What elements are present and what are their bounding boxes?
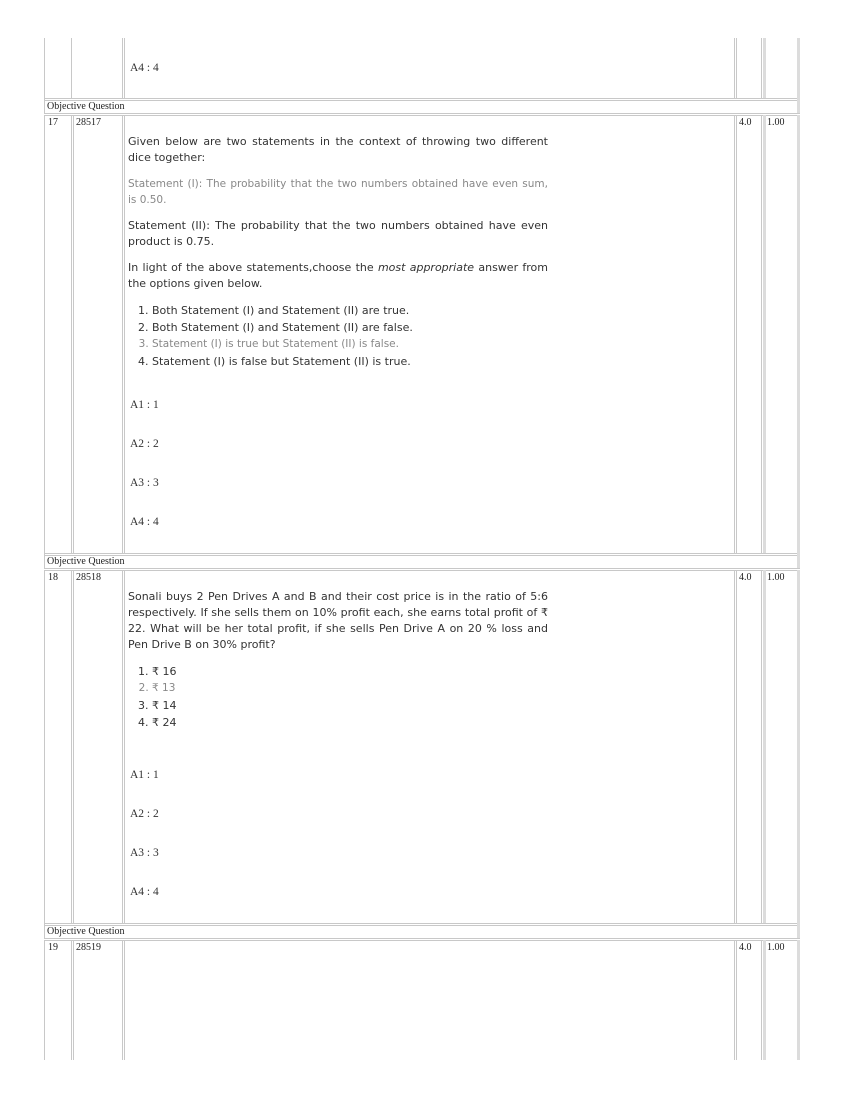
option-item: 4. Statement (I) is false but Statement (II) is true. bbox=[152, 353, 548, 370]
section-label: Objective Question bbox=[47, 926, 125, 937]
table-border bbox=[763, 570, 766, 923]
table-border bbox=[71, 115, 72, 553]
table-border bbox=[122, 570, 123, 923]
answer-key-label: A1 : 1 bbox=[130, 769, 159, 781]
answer-key-label: A4 : 4 bbox=[130, 516, 159, 528]
table-border bbox=[44, 940, 800, 941]
section-label: Objective Question bbox=[47, 556, 125, 567]
instruction-text: In light of the above statements,choose the bbox=[128, 261, 378, 274]
table-border bbox=[761, 570, 762, 923]
table-border bbox=[44, 570, 45, 923]
table-border bbox=[73, 115, 74, 553]
option-item: 4. ₹ 24 bbox=[152, 714, 548, 731]
table-border bbox=[122, 115, 123, 553]
question-id: 28519 bbox=[76, 942, 101, 953]
table-border bbox=[797, 38, 800, 98]
table-border bbox=[761, 38, 762, 98]
question-marks: 4.0 bbox=[739, 572, 752, 583]
answer-key-label: A3 : 3 bbox=[130, 477, 159, 489]
table-border bbox=[761, 115, 762, 553]
negative-marks: 1.00 bbox=[767, 942, 785, 953]
negative-marks: 1.00 bbox=[767, 117, 785, 128]
table-border bbox=[44, 98, 45, 114]
question-number: 17 bbox=[48, 117, 58, 128]
table-border bbox=[124, 38, 125, 98]
table-border bbox=[71, 570, 72, 923]
table-border bbox=[44, 938, 800, 939]
table-border bbox=[797, 98, 800, 114]
section-label: Objective Question bbox=[47, 101, 125, 112]
options-list bbox=[128, 302, 548, 370]
table-border bbox=[763, 38, 766, 98]
table-border bbox=[734, 940, 735, 1060]
table-border bbox=[44, 115, 800, 116]
table-border bbox=[73, 570, 74, 923]
statement-two: Statement (II): The probability that the two numbers obtained have even product is 0.75. bbox=[128, 219, 548, 248]
table-border bbox=[44, 98, 800, 99]
table-border bbox=[44, 113, 800, 114]
table-border bbox=[44, 38, 45, 98]
table-border bbox=[797, 940, 800, 1060]
instruction-text: answer from the options given below. bbox=[128, 261, 548, 290]
answer-key-label: A4 : 4 bbox=[130, 62, 159, 74]
table-border bbox=[797, 553, 800, 569]
answer-key-label: A3 : 3 bbox=[130, 847, 159, 859]
question-body bbox=[128, 589, 548, 731]
answer-key-label: A2 : 2 bbox=[130, 438, 159, 450]
table-border bbox=[44, 925, 800, 926]
table-border bbox=[763, 940, 766, 1060]
statement-one: Statement (I): The probability that the two numbers obtained have even sum, is 0.50. bbox=[128, 178, 548, 206]
table-border bbox=[44, 940, 45, 1060]
table-border bbox=[761, 940, 762, 1060]
table-border bbox=[734, 38, 735, 98]
table-border bbox=[124, 115, 125, 553]
question-paragraph: Given below are two statements in the context of throwing two different dice together: bbox=[128, 135, 548, 164]
table-border bbox=[124, 570, 125, 923]
table-border bbox=[797, 115, 800, 553]
table-border bbox=[124, 940, 125, 1060]
option-item: 2. Both Statement (I) and Statement (II) are false. bbox=[152, 319, 548, 336]
table-border bbox=[71, 940, 72, 1060]
option-item: 1. ₹ 16 bbox=[152, 663, 548, 680]
table-border bbox=[44, 555, 800, 556]
answer-key-label: A1 : 1 bbox=[130, 399, 159, 411]
table-border bbox=[44, 923, 800, 924]
table-border bbox=[44, 115, 45, 553]
question-body bbox=[128, 134, 548, 370]
option-item: 3. ₹ 14 bbox=[152, 697, 548, 714]
question-paragraph: Sonali buys 2 Pen Drives A and B and their cost price is in the ratio of 5:6 respectively. If she sells them on 10% profit each, she earns total profit of ₹ 22. What will be her total profit, if she sells Pen Drive A on 20 % loss and Pen Drive B on 30% profit? bbox=[128, 590, 548, 651]
table-border bbox=[71, 38, 72, 98]
table-border bbox=[122, 940, 123, 1060]
question-marks: 4.0 bbox=[739, 117, 752, 128]
table-border bbox=[122, 38, 123, 98]
table-border bbox=[736, 38, 737, 98]
instruction-emphasis: most appropriate bbox=[377, 261, 475, 274]
table-border bbox=[736, 940, 737, 1060]
table-border bbox=[44, 568, 800, 569]
option-item: 2. ₹ 13 bbox=[152, 680, 548, 697]
table-border bbox=[44, 923, 45, 939]
question-instruction bbox=[128, 260, 548, 292]
negative-marks: 1.00 bbox=[767, 572, 785, 583]
table-border bbox=[763, 115, 766, 553]
option-item: 1. Both Statement (I) and Statement (II) are true. bbox=[152, 302, 548, 319]
table-border bbox=[73, 940, 74, 1060]
table-border bbox=[734, 570, 735, 923]
options-list bbox=[128, 663, 548, 731]
table-border bbox=[797, 570, 800, 923]
answer-key-label: A4 : 4 bbox=[130, 886, 159, 898]
question-number: 18 bbox=[48, 572, 58, 583]
question-marks: 4.0 bbox=[739, 942, 752, 953]
question-id: 28518 bbox=[76, 572, 101, 583]
answer-key-label: A2 : 2 bbox=[130, 808, 159, 820]
table-border bbox=[797, 923, 800, 939]
option-item: 3. Statement (I) is true but Statement (II) is false. bbox=[152, 336, 548, 353]
table-border bbox=[734, 115, 735, 553]
table-border bbox=[44, 553, 45, 569]
question-number: 19 bbox=[48, 942, 58, 953]
table-border bbox=[736, 115, 737, 553]
table-border bbox=[44, 100, 800, 101]
table-border bbox=[44, 553, 800, 554]
table-border bbox=[736, 570, 737, 923]
question-id: 28517 bbox=[76, 117, 101, 128]
table-border bbox=[44, 570, 800, 571]
